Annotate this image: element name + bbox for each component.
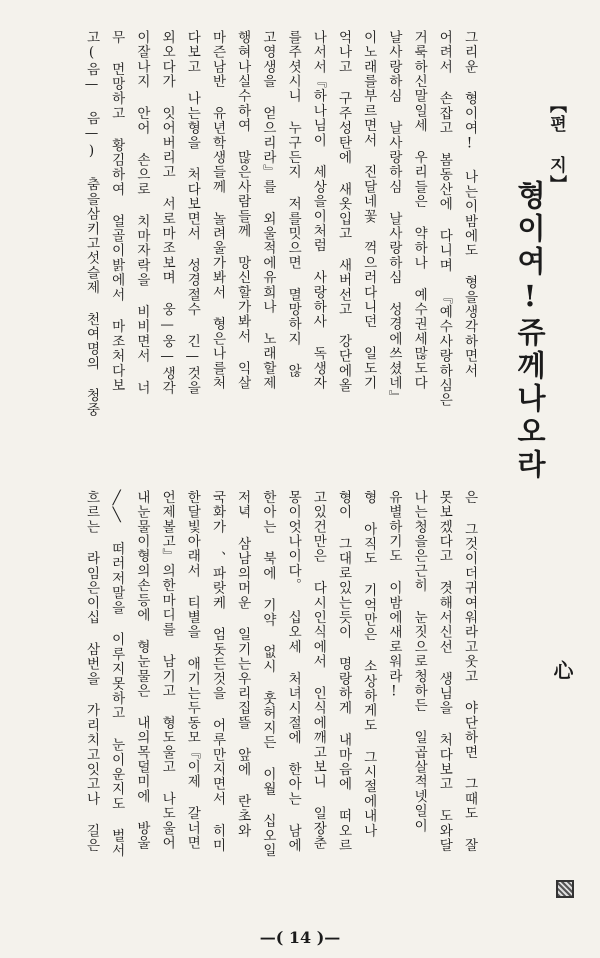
- text-column: 저녁 삼남의머운 일기는우리집뜰 앞에 란초와: [234, 490, 251, 839]
- text-column: 를주셧시니 누구든지 저를밋으면 멸망하지 않: [285, 30, 302, 379]
- text-column: 이노래를부르면서 진달네꽃 꺽으러다니던 일도기: [360, 30, 377, 391]
- page-number: —( 14 )—: [259, 928, 341, 947]
- text-column: 억나고 구주성탄에 새옷입고 새버선고 강단에올: [335, 30, 352, 393]
- text-column: 한아는 북에 기약 없시 훗허지든 이월 십오일: [259, 490, 276, 858]
- text-column: 나는청을은근히 눈짓으로청하든 일곱살적넷일이: [411, 490, 428, 834]
- text-column: 날사랑하심 날사랑하심 날사랑하심 성경에쓰셨네』: [385, 30, 402, 405]
- text-column: 형이 그대로있는듯이 명랑하게 내마음에 떠오르: [335, 490, 352, 853]
- text-column: 고(음— 음—) 춤을삼키고섯슬제 천여명의 청중: [83, 30, 100, 418]
- letter-title: 형이여!쥬께나오라: [513, 180, 547, 482]
- text-column: 나서서『하나님이 세상을이처럼 사랑하사 독생자: [310, 30, 327, 391]
- text-column: 고있건만은 다시인식에서 인식에깨고보니 일장춘: [310, 490, 327, 851]
- text-column: 언제볼고』의한마디를 남기고 형도울고 나도울어: [159, 490, 176, 851]
- text-column: 어려서 손잡고 봄동산에 다니며 『예수사랑하심은: [436, 30, 453, 408]
- text-column: 내눈물이형의손등에 형눈물은 내의목덜미에 방울: [133, 490, 150, 851]
- text-column: 거룩하신말일세 우리들은 약하나 예수권세많도다: [411, 30, 428, 391]
- text-column: 다보고 나는형을 처다보면서 성경절수 긴—것을: [184, 30, 201, 396]
- text-column: 고영생을 얻으리라』를 외울적에유희나 노래할제: [259, 30, 276, 391]
- text-column: 무 먼망하고 황김하여 얼골이밝에서 마조처다보: [108, 30, 125, 393]
- text-column: 은 그것이더귀여워라고웃고 야단하면 그때도 잘: [461, 490, 478, 853]
- text-column: 형 아직도 기억만은 소상하게도 그시절에내나: [360, 490, 377, 839]
- text-column: ╱╲ 떠러저말을 이루지못하고 눈이운지도 벌서: [108, 490, 125, 858]
- section-label: 【편 지】: [546, 96, 566, 194]
- text-column: 그리운 형이여! 나는이밤에도 형을생각하면서: [461, 30, 478, 379]
- text-column: 행혀나실수하여 많은사람들께 망신할가봐서 익살: [234, 30, 251, 391]
- text-column: 국화가 、파랏케 엄돗든것을 어루만지면서 히미: [209, 490, 226, 853]
- text-column: 이잘나지 안어 손으로 치마자락을 비비면서 너: [133, 30, 150, 396]
- text-column: 외오다가 잇어버리고 서로마조보며 웅—웅—생각: [159, 30, 176, 396]
- text-column: 한달빛아래서 티별을 애기는두동모『이제 갈너면: [184, 490, 201, 851]
- author-seal-icon: [556, 880, 574, 898]
- text-column: 못보겠다고 겻해서신선 생님을 처다보고 도와달: [436, 490, 453, 853]
- author-name: 心: [550, 660, 574, 680]
- text-column: 몽이엇나이다。 십오세 처녀시절에 한아는 남에: [285, 490, 302, 853]
- text-column: 흐르는 라임은이십 삼번을 가리치고잇고나 길은: [83, 490, 100, 853]
- text-column: 마즌남반 유년학생들께 놀려울가봐서 형은나를처: [209, 30, 226, 391]
- text-column: 유별하기도 이밤에새로워라!: [385, 490, 402, 701]
